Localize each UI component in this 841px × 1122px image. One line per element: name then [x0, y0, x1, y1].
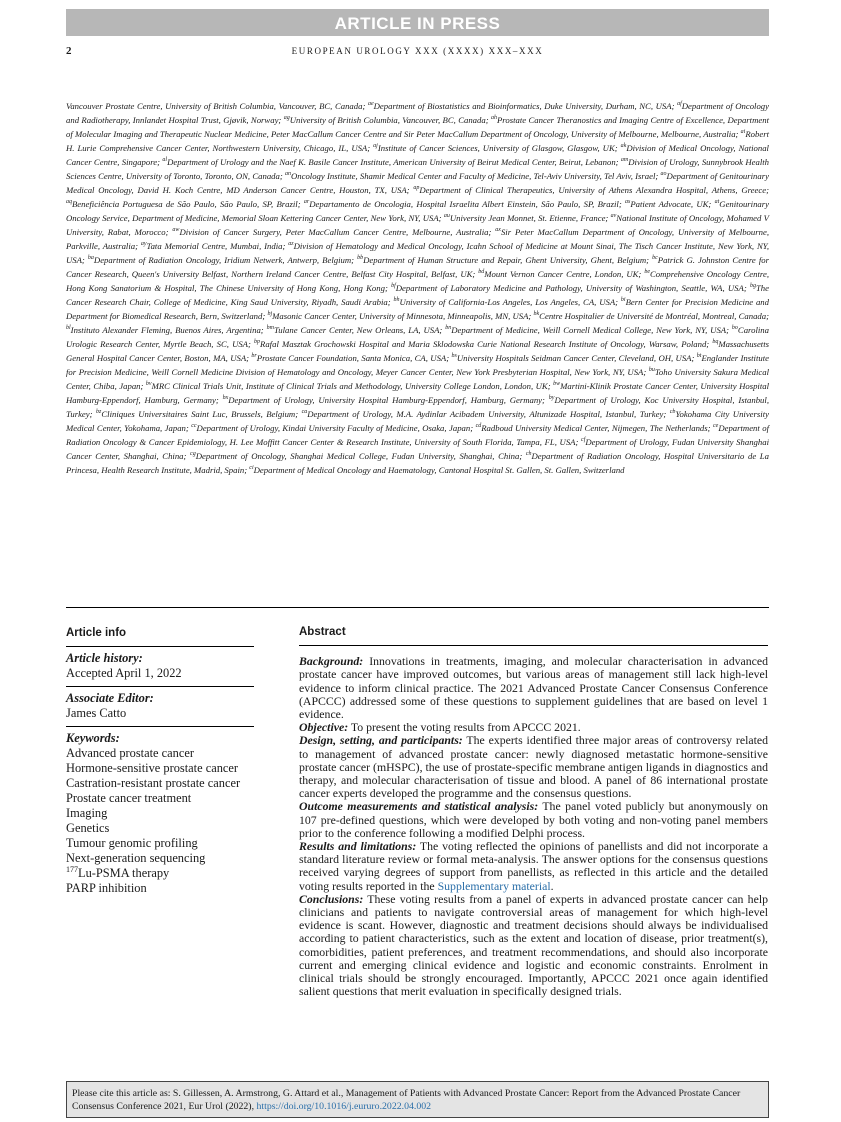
supplementary-material-link[interactable]: Supplementary material [437, 878, 551, 893]
affiliation-text: Department of Radiation Oncology & Cancer Epidemiology, H. Lee Moffitt Cancer Center & Research Institute, University of South Florida, Tampa, FL, USA; [66, 423, 769, 447]
affiliation-text: Toho University Sakura Medical Center, Chiba, Japan; [66, 367, 770, 391]
section-text: Innovations in treatments, imaging, and molecular characterisation in advanced prostate cancer have improved outcomes, but various areas of management still lack high-level evidence to inform clinical practice. The 2021 Advanced Prostate Cancer Consensus Conference (APCCC) addressed some of these questions to supplement guidelines that are based on level 1 evidence. [299, 654, 768, 722]
affiliation-text: Department of Medicine, Weill Cornell Medical College, New York, NY, USA; [451, 325, 732, 335]
section-label: Objective: [299, 720, 349, 735]
affiliation-text: Radboud University Medical Center, Nijmegen, The Netherlands; [481, 423, 713, 433]
affiliation-marker: bn [445, 325, 452, 332]
affiliation-text: Department of Radiation Oncology, Iridium Netwerk, Antwerp, Belgium; [93, 255, 358, 265]
affiliation-marker: av [610, 213, 617, 220]
affiliation-text: Sir Peter MacCallum Department of Oncology, University of Melbourne, Parkville, Australia; [66, 227, 769, 251]
affiliation-marker: by [548, 395, 555, 402]
affiliation-marker: bp [254, 339, 261, 346]
affiliation-text: Patrick G. Johnston Centre for Cancer Research, Queen's University Belfast, Northern Ireland Cancer Centre, Belfast City Hospital, Belfast, UK; [66, 255, 769, 279]
affiliation-text: Division of Cancer Surgery, Peter MacCallum Cancer Centre, Melbourne, Australia; [179, 227, 496, 237]
affiliation-text: Mount Vernon Cancer Centre, London, UK; [484, 269, 645, 279]
keyword: PARP inhibition [66, 881, 147, 895]
affiliation-text: Centre Hospitalier de Université de Montréal, Montreal, Canada; [539, 311, 770, 321]
keyword: Prostate cancer treatment [66, 791, 192, 805]
affiliation-text: Patient Advocate, UK; [630, 199, 715, 209]
affiliation-marker: br [251, 353, 257, 360]
affiliation-marker: bc [652, 255, 658, 262]
keyword: Hormone-sensitive prostate cancer [66, 761, 239, 775]
divider [66, 686, 254, 687]
affiliation-marker: bh [393, 297, 400, 304]
affiliation-text: Martini-Klinik Prostate Cancer Center, University Hospital Hamburg-Eppendorf, Hamburg, Germany; [66, 381, 770, 405]
affiliation-marker: cf [581, 437, 586, 444]
associate-editor-label: Associate Editor: [66, 691, 154, 705]
affiliation-marker: aj [373, 143, 378, 150]
affiliation-marker: af [677, 101, 682, 108]
section-text: The panel voted publicly but anonymously on 107 pre-defined questions, which were developed by both voting and non-voting panel members prior to the conference following a modified Delphi process. [299, 799, 768, 840]
keywords-list [66, 746, 254, 866]
affiliation-text: Rafal Masztak Grochowski Hospital and Maria Sklodowska Curie National Research Institute of Oncology, Warsaw, Poland; [260, 339, 713, 349]
article-history-label: Article history: [66, 651, 143, 665]
affiliation-text: Cliniques Universitaires Saint Luc, Brussels, Belgium; [101, 409, 302, 419]
affiliation-text: Comprehensive Oncology Centre, Hong Kong Sanatorium & Hospital, The Chinese University of Hong Kong, Hong Kong; [66, 269, 769, 293]
affiliation-text: The Cancer Research Chair, College of Medicine, King Saud University, Riyadh, Saudi Arabia; [66, 283, 769, 307]
abstract [299, 626, 768, 998]
affiliation-marker: bz [96, 409, 102, 416]
affiliation-text: Tata Memorial Centre, Mumbai, India; [146, 241, 289, 251]
divider [299, 645, 768, 646]
abstract-heading: Abstract [299, 626, 346, 638]
section-label: Design, setting, and participants: [299, 733, 463, 748]
citation-box [66, 1081, 769, 1118]
article-info-heading: Article info [66, 627, 127, 639]
affiliation-text: University Jean Monnet, St. Etienne, France; [449, 213, 611, 223]
affiliation-text: Department of Oncology, Shanghai Medical College, Fudan University, Shanghai, China; [195, 451, 526, 461]
affiliation-text: Genitourinary Oncology Service, Department of Medicine, Memorial Sloan Kettering Cancer Center, New York, NY, USA; [66, 199, 770, 223]
affiliation-text: Masonic Cancer Center, University of Minnesota, Minneapolis, MN, USA; [272, 311, 534, 321]
journal-header: EUROPEAN UROLOGY XXX (XXXX) XXX–XXX [291, 46, 544, 56]
affiliation-text: University of California-Los Angeles, Los Angeles, CA, USA; [399, 297, 621, 307]
section-label: Outcome measurements and statistical analysis: [299, 799, 539, 814]
affiliation-text: Institute of Cancer Sciences, University of Glasgow, Glasgow, UK; [377, 143, 621, 153]
affiliation-text: Prostate Cancer Theranostics and Imaging Centre of Excellence, Department of Molecular Imaging and Therapeutic Nuclear Medicine, Peter MacCallum Cancer Centre and Sir Peter MacCallum Department of Oncology, University of Melbourne, Melbourne, Australia; [66, 115, 769, 139]
affiliation-marker: be [644, 269, 650, 276]
affiliation-marker: ay [140, 241, 147, 248]
section-text: To present the voting results from APCCC 2021. [348, 720, 581, 735]
keyword: Advanced prostate cancer [66, 746, 194, 760]
article-info [66, 626, 254, 896]
divider [66, 646, 254, 647]
affiliation-marker: bo [731, 325, 738, 332]
isotope-superscript: 177 [66, 864, 78, 874]
affiliation-marker: bq [712, 339, 719, 346]
affiliation-marker: bi [620, 297, 626, 304]
affiliation-text: Department of Genitourinary Medical Oncology, David H. Koch Centre, MD Anderson Cancer Centre, Houston, TX, USA; [66, 171, 769, 195]
affiliation-marker: ak [620, 143, 627, 150]
affiliation-text: Department of Urology, M.A. Aydinlar Acibadem University, Altunizade Hospital, Istanbul, Turkey; [307, 409, 670, 419]
affiliation-text: University of British Columbia, Vancouver, BC, Canada; [289, 115, 491, 125]
affiliation-marker: al [162, 157, 168, 164]
affiliation-text: Department of Clinical Therapeutics, University of Athens Alexandra Hospital, Athens, Greece; [419, 185, 769, 195]
section-label: Results and limitations: [299, 839, 417, 854]
associate-editor: James Catto [66, 706, 127, 720]
accepted-date: Accepted April 1, 2022 [66, 666, 182, 680]
keyword: Next-generation sequencing [66, 851, 206, 865]
affiliation-text: Department of Oncology and Radiotherapy, Innlandet Hospital Trust, Gjøvik, Norway; [66, 101, 769, 125]
affiliation-marker: cd [475, 423, 482, 430]
abstract-design [299, 734, 768, 800]
page-number: 2 [66, 45, 72, 57]
keyword: Tumour genomic profiling [66, 836, 198, 850]
article-in-press-banner: ARTICLE IN PRESS [66, 9, 769, 36]
affiliation-marker: ae [367, 101, 374, 108]
affiliation-text: Carolina Urologic Research Center, Myrtle Beach, SC, USA; [66, 325, 769, 349]
keyword-text: Lu-PSMA therapy [78, 866, 170, 880]
affiliation-text: University Hospitals Seidman Cancer Center, Cleveland, OH, USA; [456, 353, 697, 363]
affiliation-marker: cg [190, 451, 196, 458]
affiliation-text: Department of Human Structure and Repair, Ghent University, Ghent, Belgium; [363, 255, 653, 265]
affiliation-marker: ca [301, 409, 308, 416]
affiliation-text: Division of Medical Oncology, National Cancer Centre, Singapore; [66, 143, 769, 167]
abstract-outcome [299, 800, 768, 840]
affiliation-marker: bj [267, 311, 273, 318]
affiliation-marker: au [443, 213, 450, 220]
affiliation-text: Department of Urology, Fudan University Shanghai Cancer Center, Shanghai, China; [66, 437, 769, 461]
affiliation-marker: ci [249, 465, 254, 472]
abstract-conclusions [299, 893, 768, 999]
affiliation-marker: as [625, 199, 631, 206]
affiliation-marker: bw [553, 381, 561, 388]
keyword [66, 866, 254, 881]
affiliation-marker: bt [696, 353, 702, 360]
affiliation-text: Department of Urology, Kindai University Faculty of Medicine, Osaka, Japan; [196, 423, 476, 433]
abstract-background [299, 655, 768, 721]
affiliation-marker: aw [172, 227, 180, 234]
affiliation-text: Robert H. Lurie Comprehensive Cancer Center, Northwestern University, Chicago, IL, USA; [66, 129, 769, 153]
affiliation-marker: bs [451, 353, 457, 360]
affiliation-text: MRC Clinical Trials Unit, Institute of Clinical Trials and Methodology, University College London, London, UK; [151, 381, 554, 391]
affiliations [66, 99, 769, 477]
affiliation-marker: ba [87, 255, 94, 262]
affiliation-text: Division of Urology, Sunnybrook Health Sciences Centre, University of Toronto, Toronto, ON, Canada; [66, 157, 769, 181]
affiliation-marker: ag [283, 115, 290, 122]
affiliation-marker: ah [490, 115, 497, 122]
keyword: Imaging [66, 806, 108, 820]
section-text: The voting reflected the opinions of panellists and did not incorporate a standard literature review or formal meta-analysis. The answer options for the consensus questions received varying degrees of support from panellists, as reflected in this article and the detailed voting results reported in the [299, 839, 768, 893]
affiliation-marker: bu [648, 367, 655, 374]
affiliation-marker: ar [303, 199, 310, 206]
affiliation-text: Department of Urology, Koc University Hospital, Istanbul, Turkey; [66, 395, 769, 419]
affiliation-marker: bd [478, 269, 485, 276]
affiliation-marker: bv [145, 381, 152, 388]
affiliation-text: Oncology Institute, Shamir Medical Center and Faculty of Medicine, Tel-Aviv University, Tel Aviv, Israel; [290, 171, 661, 181]
affiliation-marker: bg [749, 283, 756, 290]
keyword: Castration-resistant prostate cancer [66, 776, 241, 790]
affiliation-text: Tulane Cancer Center, New Orleans, LA, USA; [273, 325, 446, 335]
affiliation-text: Massachusetts General Hospital Cancer Center, Boston, MA, USA; [66, 339, 770, 363]
affiliation-marker: am [620, 157, 629, 164]
affiliation-text: Department of Urology, University Hospital Hamburg-Eppendorf, Hamburg, Germany; [228, 395, 549, 405]
divider [66, 726, 254, 727]
section-label: Conclusions: [299, 891, 364, 906]
section-text: . [550, 878, 554, 893]
affiliation-marker: bk [533, 311, 540, 318]
affiliation-text: Englander Institute for Precision Medicine, Weill Cornell Medicine Division of Hematology and Oncology, Meyer Cancer Center, New York Presbyterian Hospital, New York, NY, USA; [66, 353, 769, 377]
affiliation-marker: aq [66, 199, 72, 206]
affiliation-text: Department of Urology and the Naef K. Basile Cancer Institute, American University of Beirut Medical Center, Beirut, Lebanon; [167, 157, 621, 167]
affiliation-text: Division of Hematology and Medical Oncology, Icahn School of Medicine at Mount Sinai, The Tisch Cancer Institute, New York, NY, USA; [66, 241, 769, 265]
affiliation-text: Department of Radiation Oncology, Hospital Universitario de La Princesa, Health Research Institute, Madrid, Spain; [66, 451, 769, 475]
keywords-label: Keywords: [66, 731, 120, 745]
section-text: The experts identified three major areas of controversy related to management of advanced prostate cancer: newly diagnosed metastatic hormone-sensitive prostate cancer (mHSPC), the use of prostate-specific membrane antigen ligands in diagnostics and therapy, and molecular characterisation of tissue and blood. A panel of 86 international prostate cancer experts developed the programme and the consensus questions. [299, 733, 768, 801]
affiliation-text: Department of Laboratory Medicine and Pathology, University of Washington, Seattle, WA, USA; [395, 283, 750, 293]
section-label: Background: [299, 654, 364, 669]
affiliation-marker: an [284, 171, 291, 178]
affiliation-marker: ce [712, 423, 719, 430]
affiliation-text: Department of Biostatistics and Bioinformatics, Duke University, Durham, NC, USA; [373, 101, 678, 111]
affiliation-text: Instituto Alexander Fleming, Buenos Aires, Argentina; [70, 325, 267, 335]
affiliation-marker: ch [525, 451, 532, 458]
affiliation-text: Departamento de Oncologia, Hospital Israelita Albert Einstein, São Paulo, SP, Brazil; [309, 199, 626, 209]
affiliation-marker: ap [413, 185, 420, 192]
affiliation-text: National Institute of Oncology, Mohamed V University, Rabat, Morocco; [66, 213, 769, 237]
affiliation-marker: ao [660, 171, 667, 178]
section-text: These voting results from a panel of experts in advanced prostate cancer can help clinicians and patients to navigate controversial areas of management for which high-level evidence is scant. However, diagnostic and treatment decisions should always be individualised according to patient characteristics, such as the extent and location of disease, prior treatment(s), comorbidities, patient preferences, and treatment recommendations, and should also incorporate current and emerging clinical evidence and logistic and economic constraints. Enrolment in clinical trials should be strongly encouraged. Importantly, APCCC 2021 once again identified salient questions that merit evaluation in specifically designed trials. [299, 891, 768, 999]
affiliation-marker: ai [740, 129, 746, 136]
citation-text: Please cite this article as: S. Gillessen, A. Armstrong, G. Attard et al., Management of Patients with Advanced Prostate Cancer: Report from the Advanced Prostate Cancer Consensus Conference 2021, Eur Urol (2022), [72, 1088, 741, 1112]
affiliation-marker: at [714, 199, 720, 206]
affiliation-marker: cb [669, 409, 676, 416]
section-divider [66, 607, 769, 608]
affiliation-text: Prostate Cancer Foundation, Santa Monica, CA, USA; [256, 353, 452, 363]
doi-link[interactable]: https://doi.org/10.1016/j.eururo.2022.04.002 [256, 1101, 432, 1112]
affiliation-text: Vancouver Prostate Centre, University of British Columbia, Vancouver, BC, Canada; [66, 101, 368, 111]
affiliation-text: Beneficiência Portuguesa de São Paulo, São Paulo, SP, Brazil; [72, 199, 304, 209]
affiliation-marker: bf [391, 283, 396, 290]
affiliation-marker: ax [495, 227, 501, 234]
affiliation-text: Yokohama City University Medical Center, Yokohama, Japan; [66, 409, 769, 433]
affiliation-marker: bb [357, 255, 364, 262]
affiliation-text: Bern Center for Precision Medicine and Department for Biomedical Research, Bern, Switzerland; [66, 297, 769, 321]
keyword: Genetics [66, 821, 110, 835]
affiliation-marker: cc [191, 423, 197, 430]
abstract-results [299, 840, 768, 893]
affiliation-marker: bm [266, 325, 274, 332]
affiliation-marker: bl [66, 325, 71, 332]
affiliation-marker: bx [222, 395, 229, 402]
affiliation-text: Department of Medical Oncology and Haematology, Cantonal Hospital St. Gallen, St. Gallen, Switzerland [253, 465, 625, 475]
affiliation-marker: az [288, 241, 294, 248]
